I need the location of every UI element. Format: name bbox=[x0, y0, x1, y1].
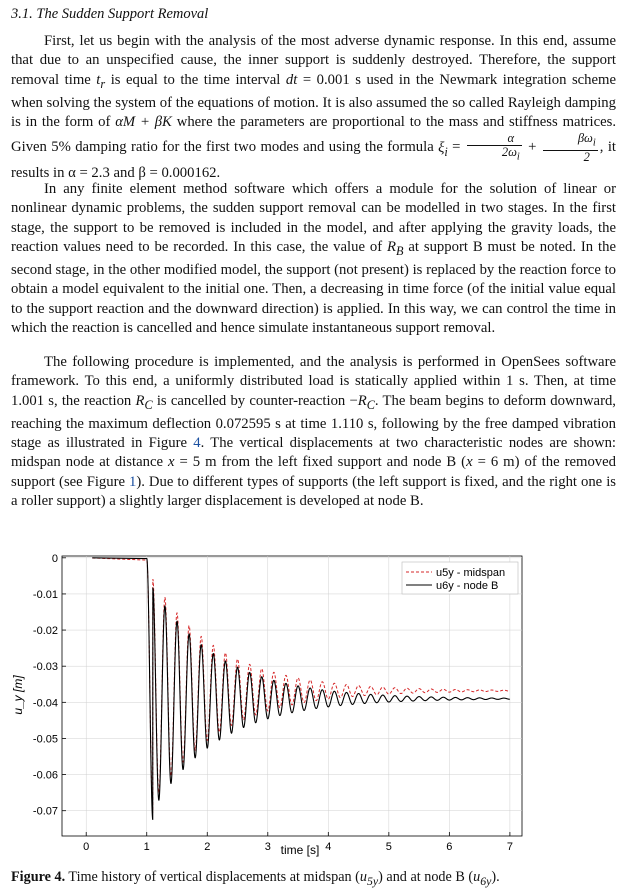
caption-label: Figure 4. bbox=[11, 869, 66, 885]
math-x: x bbox=[167, 454, 175, 471]
text: is cancelled by counter-reaction − bbox=[152, 392, 358, 409]
math-subscript: i bbox=[592, 137, 596, 149]
text: at support B must be noted. In the second stage, in the other modified model, the support (not present) is replaced by the reaction force to obtain a model equivalent to the initial one. Then, a decreasing in time force (of the initial value equal to the support reaction and the downward direction) is applied. In this way, we can control the time in which the reaction is cancelled and hence simulate instantaneous support removal. bbox=[11, 238, 616, 337]
text: , it results in α = 2.3 and β = 0.000162. bbox=[11, 139, 616, 181]
fraction-beta bbox=[543, 132, 598, 164]
text: = 6 m) of the removed support (see Figure bbox=[11, 454, 616, 490]
figure-4-link[interactable]: 4 bbox=[193, 435, 201, 452]
text: = bbox=[447, 139, 465, 156]
fraction-denominator bbox=[467, 146, 522, 164]
math-symbol: βω bbox=[577, 131, 593, 146]
text: ). bbox=[491, 869, 500, 885]
displacement-chart bbox=[0, 545, 636, 865]
text: = 5 m from the left fixed support and node B ( bbox=[174, 454, 467, 471]
math-rc-counter bbox=[357, 392, 375, 412]
math-subscript: 5y bbox=[366, 873, 379, 888]
math-subscript: i bbox=[516, 151, 520, 163]
text: First, let us begin with the analysis of the most adverse dynamic response. In this end, assume that due to an unspecified cause, the inner support is suddenly destroyed. Therefore, the support removal time bbox=[11, 33, 616, 88]
y-tick-label: -0.02 bbox=[32, 625, 58, 638]
math-symbol: u bbox=[473, 869, 481, 885]
x-tick-label: 5 bbox=[385, 841, 392, 853]
math-tr bbox=[96, 71, 106, 91]
math-subscript: r bbox=[100, 76, 106, 91]
legend-label: u6y - node B bbox=[436, 580, 499, 592]
text: . The vertical displacements at two characteristic nodes are shown: midspan node at distance bbox=[11, 435, 616, 471]
plot-frame bbox=[62, 556, 522, 836]
y-tick-label: 0 bbox=[51, 552, 58, 565]
x-tick-label: 0 bbox=[83, 841, 90, 853]
math-symbol: t bbox=[96, 71, 101, 88]
text: In any finite element method software which offers a module for the solution of linear or nonlinear dynamic problems, the sudden support removal can be modelled in two stages. In the first stage, the support to be removed is included in the model, and after applying the gravity loads, the reaction values need to be recorded. In this case, the value of bbox=[11, 181, 616, 255]
fraction-numerator: α bbox=[467, 132, 522, 146]
y-tick-label: -0.01 bbox=[32, 588, 58, 601]
fraction-denominator: 2 bbox=[583, 149, 590, 164]
fraction-alpha bbox=[467, 132, 522, 164]
math-symbol: u bbox=[359, 869, 367, 885]
x-tick-label: 6 bbox=[446, 841, 453, 853]
grid bbox=[62, 556, 522, 836]
math-symbol: R bbox=[387, 238, 396, 255]
y-tick-label: -0.05 bbox=[32, 733, 58, 746]
math-symbol: ξ bbox=[438, 139, 445, 156]
math-subscript: 6y bbox=[480, 873, 492, 888]
math-subscript: C bbox=[366, 397, 375, 412]
x-tick-label: 3 bbox=[264, 841, 271, 853]
math-subscript: C bbox=[144, 397, 153, 412]
text: where the parameters are proportional to the mass and stiffness matrices. Given 5% damping ratio for the first two modes and using the formula bbox=[11, 114, 617, 156]
math-symbol: R bbox=[357, 392, 367, 409]
math-subscript: B bbox=[395, 243, 404, 258]
ticks bbox=[33, 553, 513, 853]
math-symbol: 2ω bbox=[501, 145, 517, 160]
text: ) and at node B ( bbox=[378, 869, 474, 885]
y-axis-label: u_y [m] bbox=[11, 675, 25, 715]
text: The following procedure is implemented, and the analysis is performed in OpenSees software framework. To this end, a uniformly distributed load is statically applied within 1 s. Then, at time 1.001 s, the reaction bbox=[11, 354, 616, 409]
text: Time history of vertical displacements at midspan ( bbox=[65, 869, 360, 885]
math-dt: dt bbox=[285, 71, 298, 88]
x-tick-label: 4 bbox=[325, 841, 332, 853]
paragraph-2 bbox=[11, 180, 616, 338]
figure-1-link[interactable]: 1 bbox=[129, 473, 137, 490]
legend bbox=[402, 562, 518, 594]
text: . The beam begins to deform downward, reaching the maximum deflection 0.072595 s at time 1.110 s, following by the free damped vibration stage as illustrated in Figure bbox=[11, 392, 616, 452]
y-tick-label: -0.06 bbox=[32, 769, 58, 782]
math-u6y bbox=[473, 869, 492, 888]
y-tick-label: -0.07 bbox=[32, 805, 58, 818]
math-xi bbox=[438, 139, 448, 159]
x-tick-label: 1 bbox=[143, 841, 150, 853]
text: = 0.001 s used in the Newmark integration scheme when solving the system of the equations of motion. It is also assumed the so called Rayleigh damping is in the form of bbox=[11, 71, 616, 131]
x-axis-label: time [s] bbox=[280, 843, 320, 857]
series-layer bbox=[92, 558, 510, 820]
math-subscript: i bbox=[444, 144, 448, 159]
fraction-numerator bbox=[543, 132, 598, 151]
x-tick-label: 7 bbox=[506, 841, 513, 853]
math-u5y bbox=[359, 869, 379, 888]
math-damping: αM + βK bbox=[115, 114, 172, 131]
figure-4 bbox=[0, 545, 636, 875]
math-rb bbox=[387, 238, 404, 258]
math-x: x bbox=[466, 454, 473, 471]
section-title: 3.1. The Sudden Support Removal bbox=[11, 6, 209, 22]
paragraph-3 bbox=[11, 353, 616, 511]
text: ). Due to different types of supports (the left support is fixed, and the right one is a roller support) a slightly larger displacement is developed at node B. bbox=[11, 473, 616, 510]
math-symbol: R bbox=[135, 392, 145, 409]
figure-caption bbox=[11, 868, 621, 890]
y-tick-label: -0.04 bbox=[32, 697, 58, 710]
y-tick-label: -0.03 bbox=[32, 661, 58, 674]
text: + bbox=[523, 139, 541, 156]
legend-label: u5y - midspan bbox=[436, 567, 506, 579]
math-rc bbox=[135, 392, 153, 412]
text: is equal to the time interval bbox=[105, 71, 286, 88]
paragraph-1 bbox=[11, 32, 616, 183]
x-tick-label: 2 bbox=[204, 841, 211, 853]
